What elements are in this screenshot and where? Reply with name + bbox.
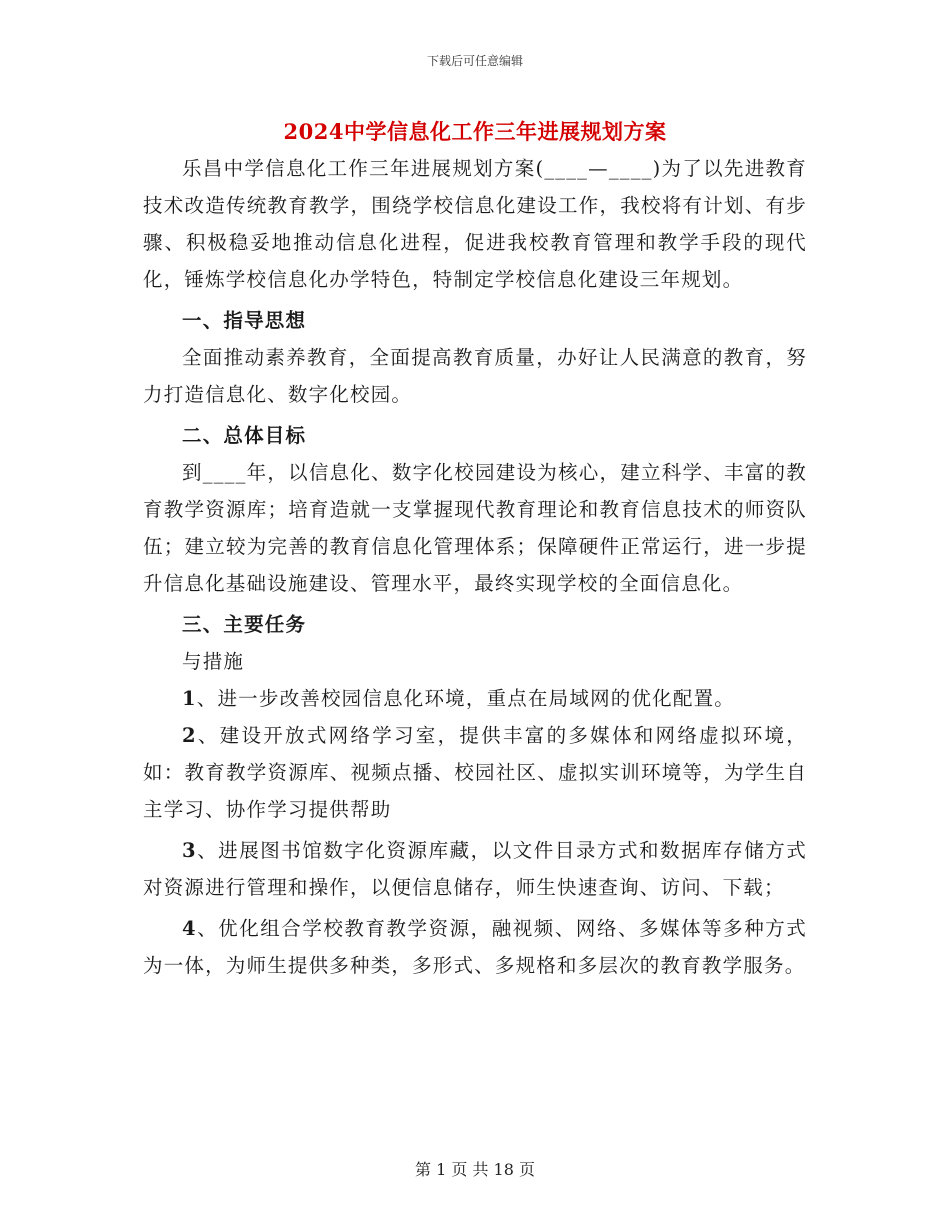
task-item [143, 832, 807, 906]
page-header-note: 下载后可任意编辑 [426, 54, 523, 68]
task-item-text: 、优化组合学校教育教学资源，融视频、网络、多媒体等多种方式为一体，为师生提供多种类，多形式、多规格和多层次的教育教学服务。 [143, 917, 807, 977]
task-item [143, 680, 807, 717]
task-item [143, 910, 807, 984]
page-number-footer: 第 1 页 共 18 页 [415, 1160, 535, 1179]
task-item-number: 2 [182, 724, 197, 747]
intro-paragraph: 乐昌中学信息化工作三年进展规划方案(____—____)为了以先进教育技术改造传统教育教学，围绕学校信息化建设工作，我校将有计划、有步骤、积极稳妥地推动信息化进程，促进我校教育管理和教学手段的现代化，锤炼学校信息化办学特色，特制定学校信息化建设三年规划。 [143, 157, 807, 291]
section-heading-guiding-ideology: 一、指导思想 [182, 309, 307, 332]
section-heading-main-tasks: 三、主要任务 [182, 613, 307, 636]
section-heading-overall-goal: 二、总体目标 [182, 424, 307, 447]
document-title: 2024中学信息化工作三年进展规划方案 [283, 119, 667, 144]
task-item-number: 3 [182, 839, 197, 862]
task-item-text: 、建设开放式网络学习室，提供丰富的多媒体和网络虚拟环境，如：教育教学资源库、视频点播、校园社区、虚拟实训环境等，为学生自主学习、协作学习提供帮助 [143, 724, 807, 821]
task-item-number: 4 [182, 917, 197, 940]
section-text-overall-goal: 到____年，以信息化、数字化校园建设为核心，建立科学、丰富的教育教学资源库；培育造就一支掌握现代教育理论和教育信息技术的师资队伍；建立较为完善的教育信息化管理体系；保障硬件正常运行，进一步提升信息化基础设施建设、管理水平，最终实现学校的全面信息化。 [143, 461, 807, 595]
task-item-number: 1 [182, 687, 197, 710]
section-subheading-measures: 与措施 [182, 650, 245, 673]
section-text-guiding-ideology: 全面推动素养教育，全面提高教育质量，办好让人民满意的教育，努力打造信息化、数字化校园。 [143, 346, 807, 406]
task-item [143, 717, 807, 828]
task-item-text: 、进一步改善校园信息化环境，重点在局域网的优化配置。 [196, 687, 735, 710]
task-item-text: 、进展图书馆数字化资源库藏，以文件目录方式和数据库存储方式对资源进行管理和操作，以便信息储存，师生快速查询、访问、下载； [143, 839, 807, 899]
document-body [143, 150, 807, 984]
